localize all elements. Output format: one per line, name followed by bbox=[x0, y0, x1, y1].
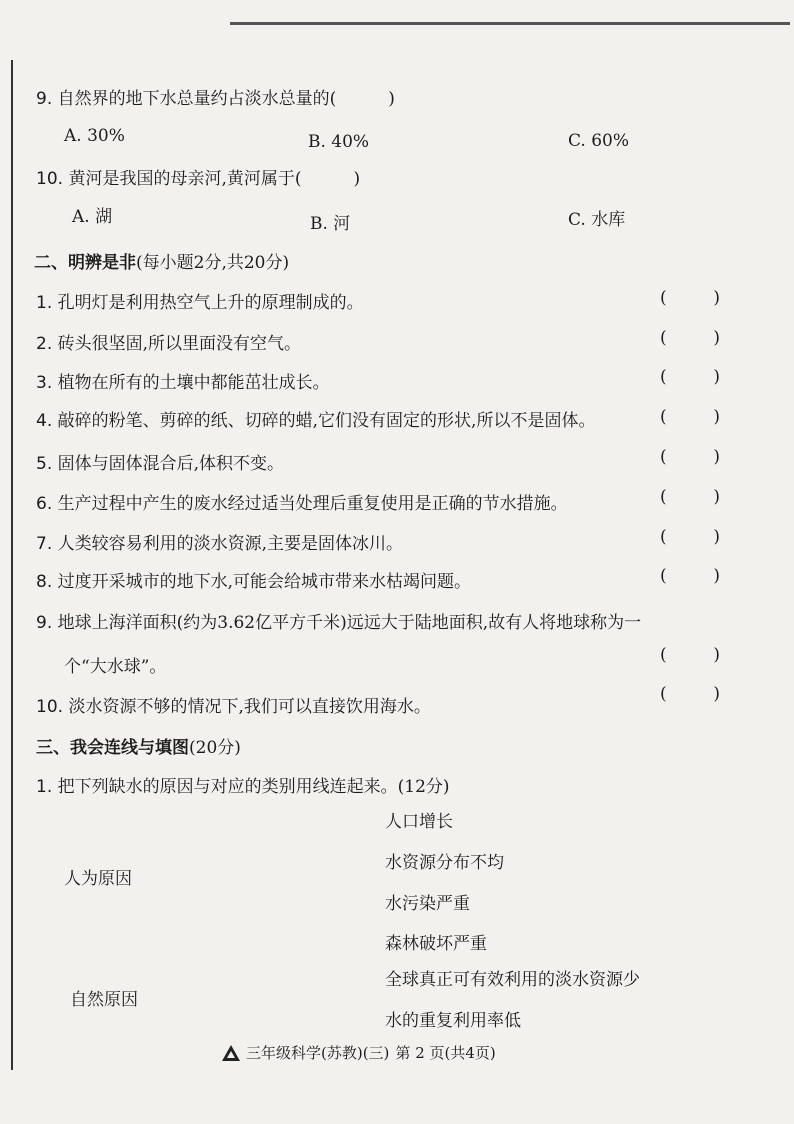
judge-item-4: 4. 敲碎的粉笔、剪碎的纸、切碎的蜡,它们没有固定的形状,所以不是固体。 bbox=[36, 411, 596, 431]
top-border-line bbox=[230, 22, 790, 25]
reason-uneven-distribution[interactable]: 水资源分布不均 bbox=[385, 853, 504, 873]
reason-low-reuse-rate[interactable]: 水的重复利用率低 bbox=[385, 1011, 521, 1031]
matching-question-1: 1. 把下列缺水的原因与对应的类别用线连起来。(12分) bbox=[36, 777, 450, 797]
reason-population-growth[interactable]: 人口增长 bbox=[385, 812, 453, 832]
footer-page-number: 第 2 页(共4页) bbox=[395, 1044, 496, 1062]
section-3-heading: 三、我会连线与填图(20分) bbox=[36, 738, 241, 758]
page-footer bbox=[222, 1042, 496, 1063]
choice-question-9: 9. 自然界的地下水总量约占淡水总量的( ) bbox=[36, 89, 395, 109]
judge-item-9-continued: 个“大水球”。 bbox=[64, 657, 167, 677]
option-a[interactable]: A. 30% bbox=[64, 126, 125, 146]
question-text: 自然界的地下水总量约占淡水总量的( bbox=[57, 89, 337, 109]
judge-item-9: 9. 地球上海洋面积(约为3.62亿平方千米)远远大于陆地面积,故有人将地球称为一 bbox=[36, 613, 642, 633]
judge-item-10: 10. 淡水资源不够的情况下,我们可以直接饮用海水。 bbox=[36, 697, 431, 717]
category-natural-causes[interactable]: 自然原因 bbox=[70, 990, 138, 1010]
left-border-line bbox=[11, 60, 13, 1070]
category-human-causes[interactable]: 人为原因 bbox=[64, 869, 132, 889]
option-c[interactable]: C. 60% bbox=[568, 131, 629, 151]
judge-item-1: 1. 孔明灯是利用热空气上升的原理制成的。 bbox=[36, 293, 364, 313]
judge-item-7: 7. 人类较容易利用的淡水资源,主要是固体冰川。 bbox=[36, 534, 404, 554]
option-b[interactable]: B. 河 bbox=[310, 214, 351, 234]
exam-page: 9. 自然界的地下水总量约占淡水总量的( ) A. 30% B. 40% C. 60% 10. 黄河是我国的母亲河,黄河属于( ) A. 湖 B. 河 C. 水库 二、明辨是非(每小题2分,共20分) 1. 孔明灯是利用热空气上升的原理制成的。 2. 砖头很坚固,所以里面没有空气。 3. 植物在所有的土壤中都能茁壮成长。 4. 敲碎的粉笔、剪碎的纸、切碎的蜡,它们没有固定的形状,所以不是固体。 5. 固体与固体混合后,体积不变。 6. 生产过程中产生的废水经过适当处理后重复使用是正确的节水措施。 7. 人类较容易利用的淡水资源,主要是固体冰川。 8. 过度开采城市的地下水,可能会给城市带来水枯竭问题。 9. 地球上海洋面积(约为3.62亿平方千米)远远大于陆地面积,故有人将地球称为一 个“大水球”。 10. 淡水资源不够的情况下,我们可以直接饮用海水。 ( ) ( ) ( ) ( ) ( ) ( ) ( ) ( ) ( ) ( ) 三、我会连线与填图(20分) 1. 把下列缺水的原因与对应的类别用线连起来。(12分) 人为原因 自然原因 人口增长 水资源分布不均 水污染严重 森林破坏严重 全球真正可有效利用的淡水资源少 水的重复利用率低 三年级科学(苏教)(三) 第 2 页(共4页) bbox=[0, 0, 794, 1124]
option-a[interactable]: A. 湖 bbox=[72, 207, 113, 227]
judge-item-8: 8. 过度开采城市的地下水,可能会给城市带来水枯竭问题。 bbox=[36, 572, 472, 592]
reason-scarce-usable-freshwater[interactable]: 全球真正可有效利用的淡水资源少 bbox=[385, 970, 640, 990]
judge-item-6: 6. 生产过程中产生的废水经过适当处理后重复使用是正确的节水措施。 bbox=[36, 494, 568, 514]
choice-question-10: 10. 黄河是我国的母亲河,黄河属于( ) bbox=[36, 169, 361, 189]
reason-water-pollution[interactable]: 水污染严重 bbox=[385, 894, 470, 914]
publisher-logo-icon bbox=[222, 1045, 240, 1061]
reason-deforestation[interactable]: 森林破坏严重 bbox=[385, 934, 487, 954]
judge-item-5: 5. 固体与固体混合后,体积不变。 bbox=[36, 454, 285, 474]
question-text: 黄河是我国的母亲河,黄河属于( bbox=[68, 169, 302, 189]
section-2-heading: 二、明辨是非(每小题2分,共20分) bbox=[34, 253, 290, 273]
option-c[interactable]: C. 水库 bbox=[568, 210, 626, 230]
judge-item-3: 3. 植物在所有的土壤中都能茁壮成长。 bbox=[36, 373, 330, 393]
footer-subject: 三年级科学(苏教)(三) bbox=[246, 1044, 390, 1062]
judge-item-2: 2. 砖头很坚固,所以里面没有空气。 bbox=[36, 334, 302, 354]
option-b[interactable]: B. 40% bbox=[308, 132, 370, 152]
